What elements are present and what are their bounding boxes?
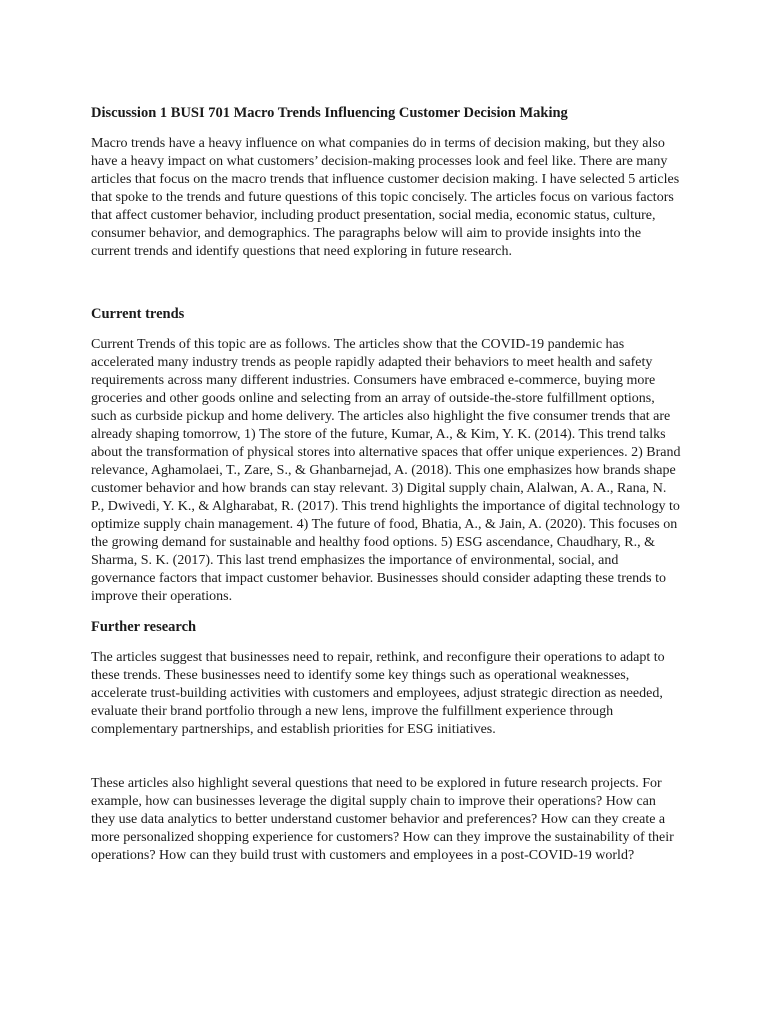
- document-page: [91, 104, 683, 865]
- current-trends-paragraph: Current Trends of this topic are as follows. The articles show that the COVID-19 pandemic has accelerated many industry trends as people rapidly adapted their behaviors to meet health and safety requirements across many different industries. Consumers have embraced e-commerce, buying more groceries and other goods online and selecting from an array of outside-the-store fulfillment options, such as curbside pickup and home delivery. The articles also highlight the five consumer trends that are already shaping tomorrow, 1) The store of the future, Kumar, A., & Kim, Y. K. (2014). This trend talks about the transformation of physical stores into alternative spaces that offer unique experiences. 2) Brand relevance, Aghamolaei, T., Zare, S., & Ghanbarnejad, A. (2018). This one emphasizes how brands shape customer behavior and how brands can stay relevant. 3) Digital supply chain, Alalwan, A. A., Rana, N. P., Dwivedi, Y. K., & Algharabat, R. (2017). This trend highlights the importance of digital technology to optimize supply chain management. 4) The future of food, Bhatia, A., & Jain, A. (2020). This focuses on the growing demand for sustainable and healthy food options. 5) ESG ascendance, Chaudhary, R., & Sharma, S. K. (2017). This last trend emphasizes the importance of environmental, social, and governance factors that impact customer behavior. Businesses should consider adapting these trends to improve their operations.: [91, 337, 681, 604]
- document-title: Discussion 1 BUSI 701 Macro Trends Influencing Customer Decision Making: [91, 105, 568, 121]
- section-heading-current-trends: Current trends: [91, 306, 185, 322]
- intro-paragraph: Macro trends have a heavy influence on what companies do in terms of decision making, but they also have a heavy impact on what customers’ decision-making processes look and feel like. There are many articles that focus on the macro trends that influence customer decision making. I have selected 5 articles that spoke to the trends and future questions of this topic concisely. The articles focus on various factors that affect customer behavior, including product presentation, social media, economic status, culture, consumer behavior, and demographics. The paragraphs below will aim to provide insights into the current trends and identify questions that need exploring in future research.: [91, 136, 680, 259]
- future-questions-paragraph: These articles also highlight several questions that need to be explored in future research projects. For example, how can businesses leverage the digital supply chain to improve their operations? How can they use data analytics to better understand customer behavior and preferences? How can they create a more personalized shopping experience for customers? How can they improve the sustainability of their operations? How can they build trust with customers and employees in a post-COVID-19 world?: [91, 776, 674, 863]
- section-heading-further-research: Further research: [91, 619, 197, 635]
- further-research-paragraph: The articles suggest that businesses need to repair, rethink, and reconfigure their operations to adapt to these trends. These businesses need to identify some key things such as operational weaknesses, accelerate trust-building activities with customers and employees, adjust strategic direction as needed, evaluate their brand portfolio through a new lens, improve the fulfillment experience through complementary partnerships, and establish priorities for ESG initiatives.: [91, 650, 665, 737]
